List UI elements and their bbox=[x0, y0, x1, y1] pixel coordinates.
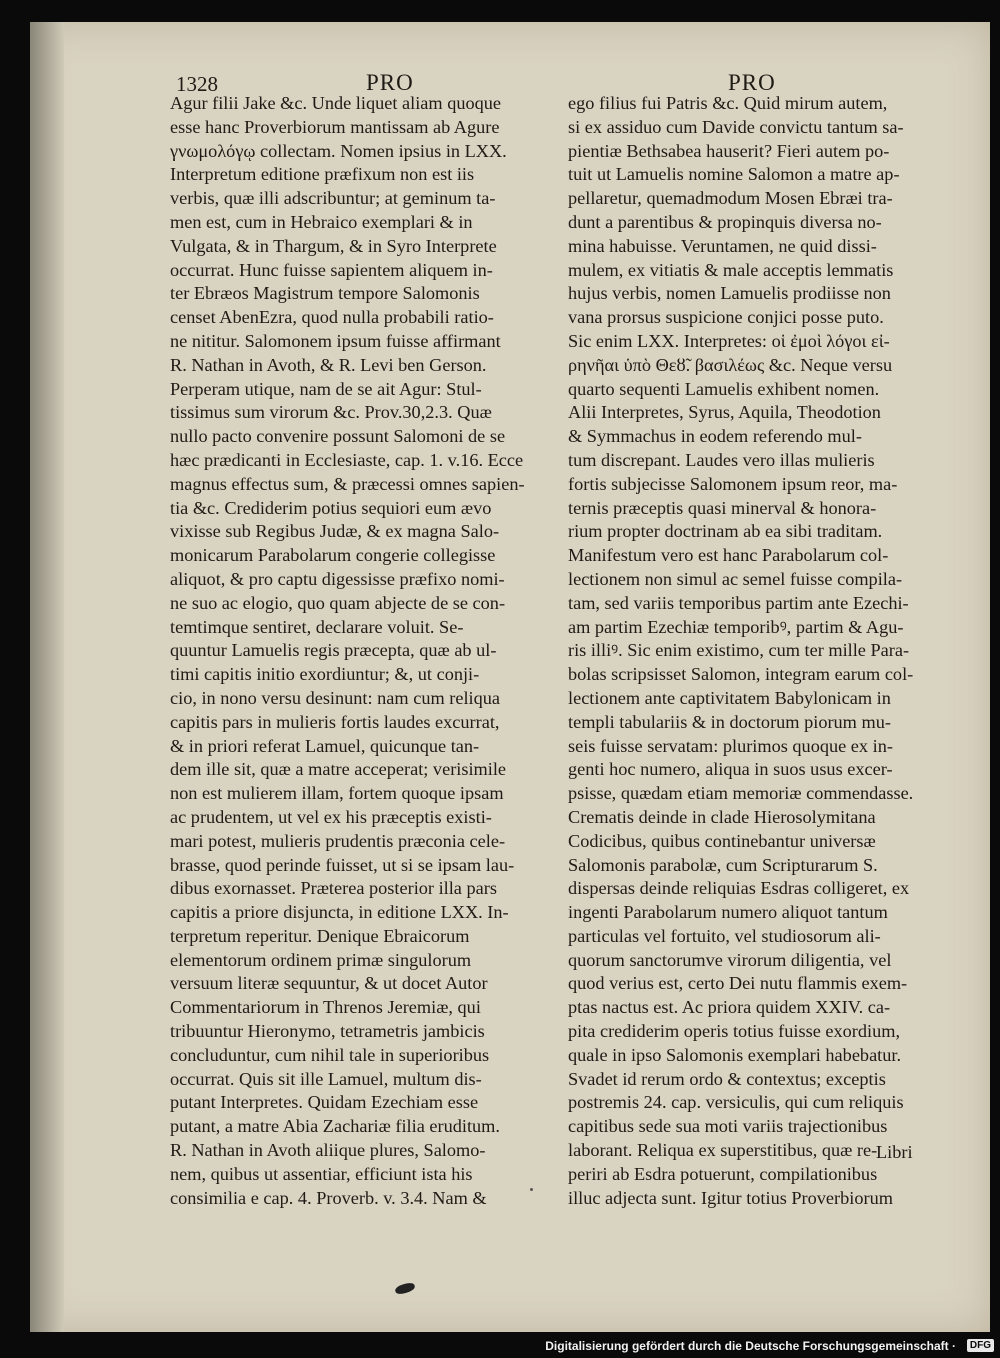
text-line: Crematis deinde in clade Hierosolymitana bbox=[568, 806, 876, 827]
left-text-column bbox=[170, 92, 552, 1210]
text-line: ternis præceptis quasi minerval & honora- bbox=[568, 497, 877, 518]
text-line: R. Nathan in Avoth aliique plures, Salomo- bbox=[170, 1140, 486, 1161]
text-line: mulem, ex vitiatis & male acceptis lemmatis bbox=[568, 259, 894, 280]
dfg-logo: DFG bbox=[967, 1339, 994, 1352]
text-line: laborant. Reliqua ex superstitibus, quæ re- bbox=[568, 1140, 878, 1161]
text-line: nem, quibus ut assentiar, efficiunt ista his bbox=[170, 1163, 473, 1184]
text-line: mina habuisse. Veruntamen, ne quid dissi- bbox=[568, 235, 877, 256]
text-line: dem ille sit, quæ a matre acceperat; verisimile bbox=[170, 759, 507, 780]
text-line: concluduntur, cum nihil tale in superioribus bbox=[170, 1044, 490, 1065]
text-line: men est, cum in Hebraico exemplari & in bbox=[170, 211, 473, 232]
text-line: fortis subjecisse Salomonem ipsum reor, ma- bbox=[568, 473, 898, 494]
text-line: R. Nathan in Avoth, & R. Levi ben Gerson. bbox=[170, 354, 487, 375]
text-line: postremis 24. cap. versiculis, qui cum reliquis bbox=[568, 1092, 904, 1113]
text-line: mari potest, mulieris prudentis præconia cele- bbox=[170, 830, 506, 851]
text-line: terpretum reperitur. Denique Ebraicorum bbox=[170, 925, 470, 946]
text-line: putant, a matre Abia Zachariæ filia eruditum. bbox=[170, 1116, 500, 1137]
text-line: verbis, quæ illi adscribuntur; at geminum ta- bbox=[170, 188, 496, 209]
footer-bar bbox=[0, 1335, 1000, 1358]
text-line: Codicibus, quibus continebantur universæ bbox=[568, 830, 876, 851]
text-line: seis fuisse servatam: plurimos quoque ex in- bbox=[568, 735, 893, 756]
text-line: esse hanc Proverbiorum mantissam ab Agure bbox=[170, 116, 500, 137]
text-line: tissimus sum virorum &c. Prov.30,2.3. Quæ bbox=[170, 402, 492, 423]
text-line: hæc prædicanti in Ecclesiaste, cap. 1. v.16. Ecce bbox=[170, 449, 524, 470]
text-line: monicarum Parabolarum congerie collegisse bbox=[170, 545, 496, 566]
text-line: Perperam utique, nam de se ait Agur: Stul- bbox=[170, 378, 482, 399]
right-text-column bbox=[568, 92, 953, 1210]
text-line: quod verius est, certo Dei nutu flammis exem- bbox=[568, 973, 908, 994]
text-line: occurrat. Quis sit ille Lamuel, multum dis- bbox=[170, 1068, 482, 1089]
text-line: capitis pars in mulieris fortis laudes excurrat, bbox=[170, 711, 500, 732]
running-head-right: PRO bbox=[728, 70, 776, 95]
text-line: ris illiꝰ. Sic enim existimo, cum ter mille Para- bbox=[568, 640, 910, 661]
text-line: putant Interpretes. Quidam Ezechiam esse bbox=[170, 1092, 479, 1113]
text-line: magnus effectus sum, & præcessi omnes sapien- bbox=[170, 473, 525, 494]
text-line: dunt a parentibus & propinquis diversa no- bbox=[568, 211, 882, 232]
text-line: psisse, quædam etiam memoriæ commendasse. bbox=[568, 783, 914, 804]
text-line: Vulgata, & in Thargum, & in Syro Interprete bbox=[170, 235, 497, 256]
text-line: Svadet id rerum ordo & contextus; exceptis bbox=[568, 1068, 886, 1089]
text-line: temtimque sentiret, declarare voluit. Se- bbox=[170, 616, 464, 637]
text-line: quorum sanctorumve virorum diligentia, vel bbox=[568, 949, 892, 970]
text-line: lectionem ante captivitatem Babylonicam in bbox=[568, 687, 891, 708]
text-line: vana prorsus suspicione conjici posse puto. bbox=[568, 307, 884, 328]
text-line: Alii Interpretes, Syrus, Aquila, Theodotion bbox=[568, 402, 881, 423]
text-line: & in priori referat Lamuel, quicunque tan- bbox=[170, 735, 480, 756]
text-line: tam, sed variis temporibus partim ante Ezechi- bbox=[568, 592, 909, 613]
text-line: genti hoc numero, aliqua in suos usus excer- bbox=[568, 759, 893, 780]
text-line: nullo pacto convenire possunt Salomoni de se bbox=[170, 426, 506, 447]
text-line: & Symmachus in eodem referendo mul- bbox=[568, 426, 862, 447]
running-head-left: PRO bbox=[366, 70, 414, 95]
text-line: tia &c. Crediderim potius sequiori eum ævo bbox=[170, 497, 492, 518]
text-line: brasse, quod perinde fuisset, ut si se ipsam lau- bbox=[170, 854, 515, 875]
text-line: Agur filii Jake &c. Unde liquet aliam quoque bbox=[170, 93, 502, 113]
text-line: Commentariorum in Threnos Jeremiæ, qui bbox=[170, 997, 481, 1018]
text-line: ego filius fui Patris &c. Quid mirum autem, bbox=[568, 93, 888, 113]
text-line: tribuuntur Hieronymo, tetrametris jambicis bbox=[170, 1021, 485, 1042]
text-line: lectionem non simul ac semel fuisse compila- bbox=[568, 568, 903, 589]
text-line: ingenti Parabolarum numero aliquot tantum bbox=[568, 902, 888, 923]
text-line: periri ab Esdra potuerunt, compilationibus bbox=[568, 1163, 878, 1184]
text-line: aliquot, & pro captu digessisse præfixo nomi- bbox=[170, 568, 505, 589]
text-line: vixisse sub Regibus Judæ, & ex magna Salo- bbox=[170, 521, 500, 542]
text-line: cio, in nono versu desinunt: nam cum reliqua bbox=[170, 687, 501, 708]
text-line: Interpretum editione præfixum non est iis bbox=[170, 164, 475, 185]
text-line: dispersas deinde reliquias Esdras colligeret, ex bbox=[568, 878, 910, 899]
text-line: dibus exornasset. Præterea posterior illa pars bbox=[170, 878, 497, 899]
text-line: pellaretur, quemadmodum Mosen Ebræi tra- bbox=[568, 188, 893, 209]
text-line: ac prudentem, ut vel ex his præceptis existi- bbox=[170, 806, 492, 827]
catchword: Libri bbox=[876, 1142, 913, 1162]
funding-notice: Digitalisierung gefördert durch die Deutsche Forschungsgemeinschaft · bbox=[545, 1339, 956, 1353]
text-line: γνωμολόγῳ collectam. Nomen ipsius in LXX. bbox=[170, 140, 507, 161]
text-line: pita crediderim operis totius fuisse exordium, bbox=[568, 1021, 901, 1042]
text-line: quuntur Lamuelis regis præcepta, quæ ab ul- bbox=[170, 640, 497, 661]
text-line: Manifestum vero est hanc Parabolarum col- bbox=[568, 545, 889, 566]
text-line: consimilia e cap. 4. Proverb. v. 3.4. Nam & bbox=[170, 1187, 487, 1208]
text-line: capitibus sede sua moti variis trajectionibus bbox=[568, 1116, 888, 1137]
text-line: quale in ipso Salomonis exemplari habebatur. bbox=[568, 1044, 902, 1065]
text-line: am partim Ezechiæ temporibꝰ, partim & Agu- bbox=[568, 616, 904, 637]
text-line: tuit ut Lamuelis nomine Salomon a matre ap- bbox=[568, 164, 900, 185]
text-line: Sic enim LXX. Interpretes: οἱ ἐμοὶ λόγοι εἰ- bbox=[568, 330, 890, 351]
text-line: non est mulierem illam, fortem quoque ipsam bbox=[170, 783, 504, 804]
text-line: particulas vel fortuito, vel studiosorum ali- bbox=[568, 925, 881, 946]
text-line: si ex assiduo cum Davide convictu tantum sa- bbox=[568, 116, 904, 137]
page-number: 1328 bbox=[176, 72, 218, 96]
text-line: templi tabulariis & in doctorum piorum mu- bbox=[568, 711, 891, 732]
text-line: ne suo ac elogio, quo quam abjecte de se con- bbox=[170, 592, 506, 613]
text-line: ρηνῆαι ὑπὸ Θεȣ̃. βασιλέως &c. Neque versu bbox=[568, 354, 893, 375]
text-line: censet AbenEzra, quod nulla probabili ratio- bbox=[170, 307, 494, 328]
text-line: versuum literæ sequuntur, & ut docet Autor bbox=[170, 973, 488, 994]
text-line: ne nititur. Salomonem ipsum fuisse affirmant bbox=[170, 330, 501, 351]
text-line: hujus verbis, nomen Lamuelis prodiisse non bbox=[568, 283, 891, 304]
text-line: elementorum ordinem primæ singulorum bbox=[170, 949, 472, 970]
text-line: capitis a priore disjuncta, in editione LXX. In- bbox=[170, 902, 509, 923]
text-line: occurrat. Hunc fuisse sapientem aliquem in- bbox=[170, 259, 493, 280]
text-line: pientiæ Bethsabea hauserit? Fieri autem po- bbox=[568, 140, 890, 161]
text-line: bolas scripsisset Salomon, integram earum col- bbox=[568, 664, 914, 685]
text-line: illuc adjecta sunt. Igitur totius Proverbiorum bbox=[568, 1187, 893, 1208]
ink-speck bbox=[530, 1188, 533, 1191]
text-line: ptas nactus est. Ac priora quidem XXIV. ca- bbox=[568, 997, 891, 1018]
page-gutter bbox=[30, 22, 64, 1332]
text-line: quarto sequenti Lamuelis exhibent nomen. bbox=[568, 378, 880, 399]
text-line: rium propter doctrinam ab ea sibi traditam. bbox=[568, 521, 883, 542]
text-line: timi capitis initio exordiuntur; &, ut conji- bbox=[170, 664, 480, 685]
text-line: tum discrepant. Laudes vero illas mulieris bbox=[568, 449, 875, 470]
text-line: ter Ebræos Magistrum tempore Salomonis bbox=[170, 283, 480, 304]
text-line: Salomonis parabolæ, cum Scripturarum S. bbox=[568, 854, 878, 875]
